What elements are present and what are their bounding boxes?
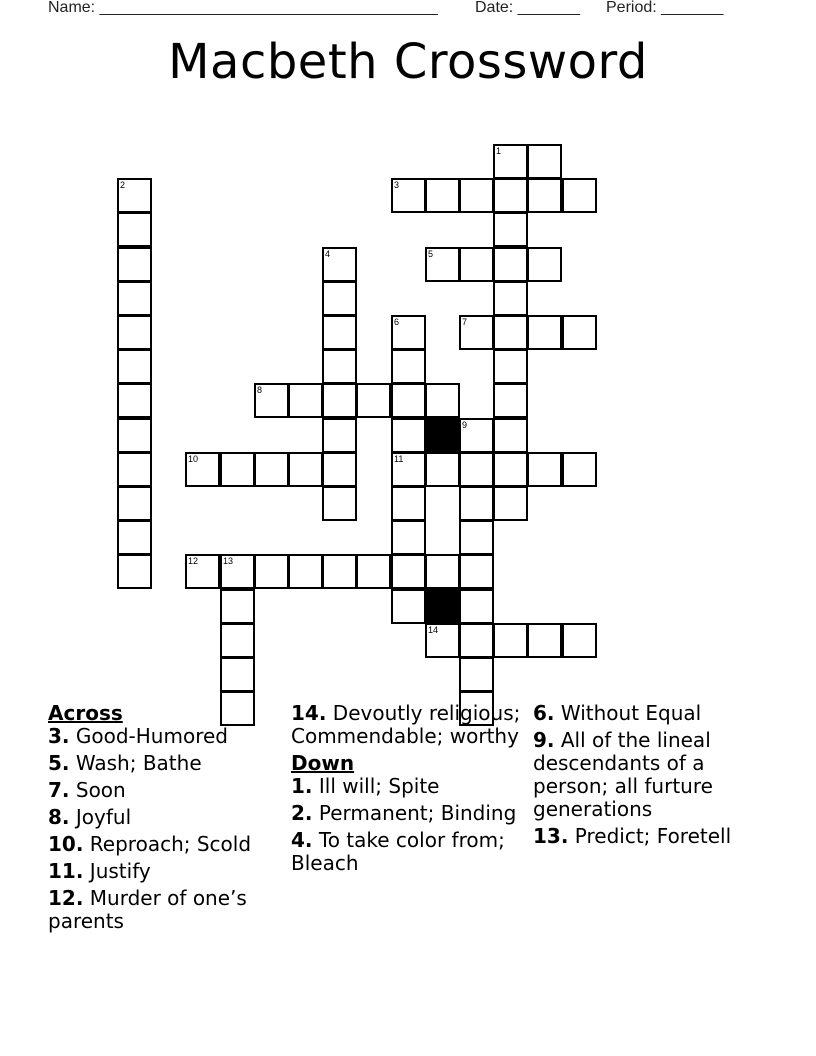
grid-cell[interactable]	[493, 486, 528, 521]
grid-cell[interactable]	[117, 281, 152, 316]
clue-down-2: 2. Permanent; Binding	[291, 801, 517, 825]
grid-cell[interactable]	[117, 452, 152, 487]
grid-cell[interactable]	[459, 486, 494, 521]
grid-cell[interactable]	[220, 554, 255, 589]
grid-cell[interactable]	[322, 281, 357, 316]
grid-cell[interactable]	[459, 418, 494, 453]
clue-across-5: 5. Wash; Bathe	[48, 751, 202, 775]
name-field[interactable]: Name: ______________________________________	[48, 0, 438, 16]
grid-cell[interactable]	[493, 418, 528, 453]
grid-cell[interactable]	[391, 383, 426, 418]
grid-cell[interactable]	[562, 315, 597, 350]
grid-cell[interactable]	[322, 452, 357, 487]
grid-cell[interactable]	[391, 554, 426, 589]
clue-across-3: 3. Good-Humored	[48, 724, 228, 748]
grid-cell[interactable]	[493, 178, 528, 213]
grid-cell[interactable]	[493, 144, 528, 179]
grid-cell[interactable]	[391, 349, 426, 384]
date-field[interactable]: Date: _______	[475, 0, 580, 16]
clue-across-11: 11. Justify	[48, 859, 151, 883]
grid-cell[interactable]	[527, 452, 562, 487]
grid-cell[interactable]	[459, 589, 494, 624]
clues-column-2	[291, 702, 526, 879]
clue-across-7: 7. Soon	[48, 778, 126, 802]
down-heading: Down	[291, 751, 355, 775]
grid-cell[interactable]	[527, 178, 562, 213]
grid-cell[interactable]	[117, 178, 152, 213]
grid-cell[interactable]	[493, 212, 528, 247]
clue-number: 9	[462, 420, 468, 430]
grid-cell[interactable]	[391, 418, 426, 453]
grid-cell[interactable]	[288, 383, 323, 418]
grid-cell[interactable]	[356, 554, 391, 589]
clue-down-9: 9. All of the lineal descendants of a person; all furture generations	[533, 728, 713, 821]
across-heading: Across	[48, 701, 123, 725]
grid-cell[interactable]	[322, 486, 357, 521]
grid-cell[interactable]	[322, 383, 357, 418]
grid-cell[interactable]	[425, 178, 460, 213]
clue-down-13: 13. Predict; Foretell	[533, 824, 732, 848]
grid-cell[interactable]	[493, 247, 528, 282]
grid-cell[interactable]	[459, 178, 494, 213]
grid-cell[interactable]	[254, 383, 289, 418]
grid-cell[interactable]	[117, 486, 152, 521]
grid-cell[interactable]	[117, 520, 152, 555]
grid-cell[interactable]	[254, 554, 289, 589]
page-title: Macbeth Crossword	[168, 34, 648, 90]
clue-number: 3	[394, 180, 400, 190]
grid-cell[interactable]	[391, 452, 426, 487]
grid-cell[interactable]	[493, 349, 528, 384]
clues-column-3	[533, 702, 768, 852]
grid-cell[interactable]	[117, 349, 152, 384]
grid-cell[interactable]	[391, 315, 426, 350]
grid-cell[interactable]	[527, 315, 562, 350]
grid-cell[interactable]	[425, 247, 460, 282]
clue-across-14: 14. Devoutly religious; Commendable; worthy	[291, 701, 521, 748]
clue-number: 6	[394, 317, 400, 327]
grid-cell[interactable]	[117, 315, 152, 350]
grid-cell[interactable]	[562, 452, 597, 487]
grid-cell[interactable]	[493, 452, 528, 487]
grid-cell[interactable]	[493, 315, 528, 350]
clue-number: 2	[120, 180, 126, 190]
clue-across-12: 12. Murder of one’s parents	[48, 886, 247, 933]
grid-cell[interactable]	[562, 623, 597, 658]
clue-number: 5	[428, 249, 434, 259]
grid-cell[interactable]	[185, 554, 220, 589]
clue-number: 11	[394, 454, 404, 464]
grid-cell[interactable]	[493, 623, 528, 658]
blocked-cell	[425, 589, 460, 624]
grid-cell[interactable]	[391, 520, 426, 555]
grid-cell[interactable]	[425, 452, 460, 487]
grid-cell[interactable]	[527, 623, 562, 658]
grid-cell[interactable]	[425, 554, 460, 589]
grid-cell[interactable]	[493, 281, 528, 316]
blocked-cell	[425, 418, 460, 453]
grid-cell[interactable]	[117, 418, 152, 453]
grid-cell[interactable]	[322, 247, 357, 282]
grid-cell[interactable]	[391, 589, 426, 624]
clue-number: 12	[188, 556, 199, 566]
grid-cell[interactable]	[185, 452, 220, 487]
clue-down-4: 4. To take color from; Bleach	[291, 828, 505, 875]
clue-across-8: 8. Joyful	[48, 805, 132, 829]
clue-number: 4	[325, 249, 331, 259]
grid-cell[interactable]	[391, 486, 426, 521]
grid-cell[interactable]	[322, 349, 357, 384]
grid-cell[interactable]	[220, 452, 255, 487]
grid-cell[interactable]	[425, 383, 460, 418]
clue-down-6: 6. Without Equal	[533, 701, 702, 725]
grid-cell[interactable]	[117, 383, 152, 418]
grid-cell[interactable]	[459, 520, 494, 555]
grid-cell[interactable]	[117, 212, 152, 247]
grid-cell[interactable]	[117, 554, 152, 589]
grid-cell[interactable]	[459, 452, 494, 487]
grid-cell[interactable]	[220, 589, 255, 624]
period-field[interactable]: Period: _______	[606, 0, 724, 16]
grid-cell[interactable]	[322, 554, 357, 589]
grid-cell[interactable]	[322, 315, 357, 350]
grid-cell[interactable]	[493, 383, 528, 418]
clues-column-1	[48, 702, 283, 937]
clue-number: 8	[257, 385, 263, 395]
clue-across-10: 10. Reproach; Scold	[48, 832, 252, 856]
grid-cell[interactable]	[425, 623, 460, 658]
grid-cell[interactable]	[254, 452, 289, 487]
grid-cell[interactable]	[459, 554, 494, 589]
grid-cell[interactable]	[288, 554, 323, 589]
grid-cell[interactable]	[220, 657, 255, 692]
grid-cell[interactable]	[288, 452, 323, 487]
grid-cell[interactable]	[391, 178, 426, 213]
grid-cell[interactable]	[459, 657, 494, 692]
grid-cell[interactable]	[322, 418, 357, 453]
grid-cell[interactable]	[459, 315, 494, 350]
grid-cell[interactable]	[356, 383, 391, 418]
clue-number: 13	[223, 556, 234, 566]
grid-cell[interactable]	[527, 247, 562, 282]
clue-number: 14	[428, 625, 439, 635]
clue-number: 10	[188, 454, 199, 464]
grid-cell[interactable]	[459, 623, 494, 658]
clue-number: 1	[496, 146, 502, 156]
grid-cell[interactable]	[117, 247, 152, 282]
grid-cell[interactable]	[220, 623, 255, 658]
grid-cell[interactable]	[459, 247, 494, 282]
clue-down-1: 1. Ill will; Spite	[291, 774, 440, 798]
grid-cell[interactable]	[562, 178, 597, 213]
clue-number: 7	[462, 317, 468, 327]
grid-cell[interactable]	[527, 144, 562, 179]
